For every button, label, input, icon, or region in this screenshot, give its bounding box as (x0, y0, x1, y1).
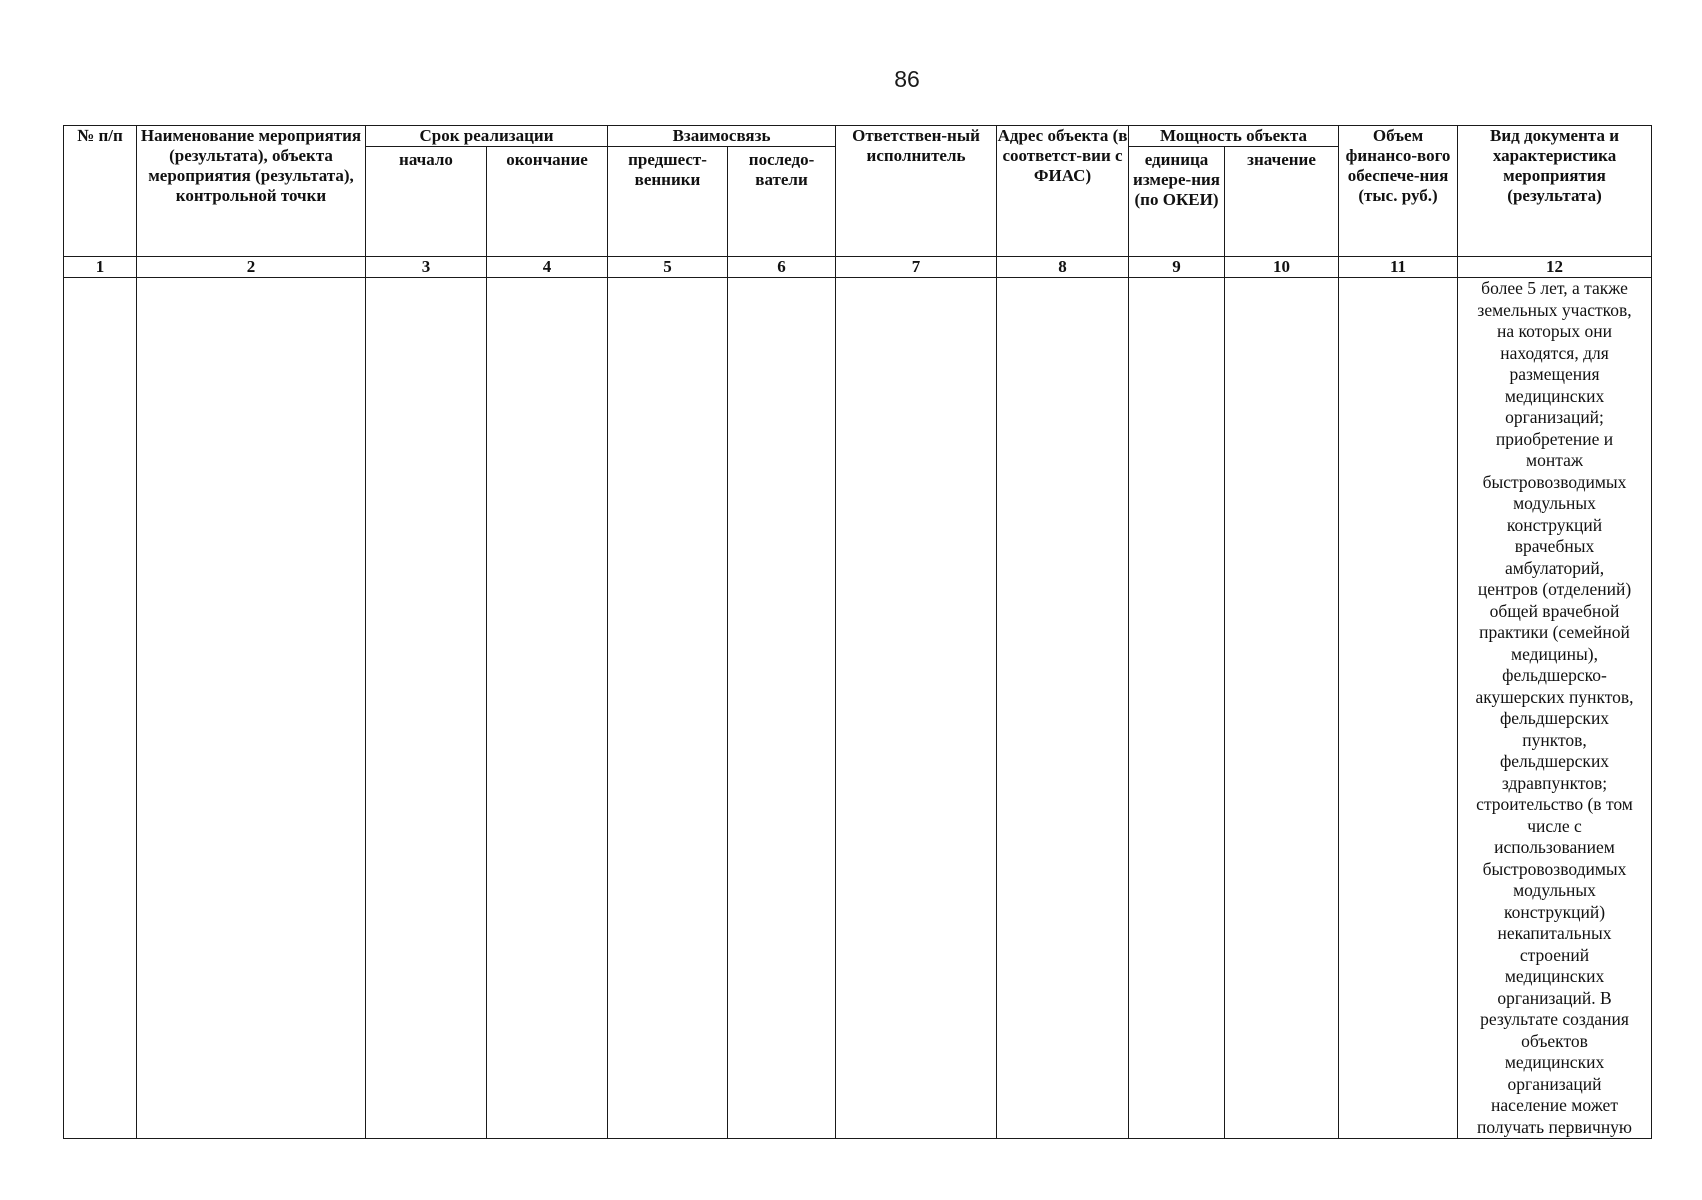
cell-finance (1339, 278, 1458, 1139)
doc-description-line: находятся, для (1500, 342, 1609, 363)
doc-description-line: более 5 лет, а также (1481, 278, 1628, 298)
doc-description-line: пунктов, (1522, 729, 1587, 750)
page-number: 86 (894, 66, 920, 92)
column-number: 3 (366, 257, 487, 278)
cell-responsible (836, 278, 997, 1139)
doc-description-line: организаций (1507, 1073, 1602, 1094)
doc-description-line: результате создания (1480, 1009, 1629, 1029)
doc-description-line: конструкций) (1503, 901, 1606, 922)
doc-description-line: фельдшерско- (1502, 665, 1607, 685)
header-successors: последо-ватели (728, 147, 836, 257)
doc-description-line: медицинских (1504, 1052, 1605, 1072)
doc-description-line: практики (семейной (1479, 622, 1630, 642)
header-finance: Объем финансо-вого обеспече-ния (тыс. руб.) (1339, 126, 1458, 257)
header-capacity-value: значение (1225, 147, 1339, 257)
doc-description-line: фельдшерских (1499, 751, 1610, 771)
doc-description-line: использованием (1494, 837, 1615, 857)
doc-description-line: модульных (1513, 880, 1596, 900)
column-number: 10 (1225, 257, 1339, 278)
doc-description-line: строений (1519, 944, 1590, 965)
header-address: Адрес объекта (в соответст-вии с ФИАС) (997, 126, 1129, 257)
cell-number (64, 278, 137, 1139)
cell-start (366, 278, 487, 1139)
table-row (64, 278, 1652, 1139)
doc-description-line: акушерских пунктов, (1475, 686, 1634, 707)
column-number: 8 (997, 257, 1129, 278)
column-number: 11 (1339, 257, 1458, 278)
header-term-end: окончание (487, 147, 608, 257)
doc-description-line: медицинских (1504, 966, 1605, 986)
doc-description-line: фельдшерских (1499, 708, 1610, 728)
doc-description-text (1458, 278, 1651, 1138)
doc-description-line: получать первичную (1477, 1116, 1633, 1137)
cell-doc-description (1458, 278, 1652, 1139)
doc-description-line: модульных (1513, 493, 1596, 513)
doc-description-line: организаций; (1505, 407, 1604, 427)
doc-description-line: числе с (1527, 815, 1582, 836)
doc-description-line: строительство (в том (1476, 794, 1633, 814)
doc-description-line: некапитальных (1497, 923, 1612, 943)
column-number: 2 (137, 257, 366, 278)
column-number: 5 (608, 257, 728, 278)
doc-description-line: организаций. В (1497, 987, 1612, 1008)
doc-description-line: население может (1491, 1095, 1618, 1115)
doc-description-line: монтаж (1526, 450, 1583, 470)
doc-description-line: быстровозводимых (1482, 471, 1627, 492)
doc-description-line: приобретение и (1495, 428, 1614, 449)
doc-description-line: медицинских (1504, 385, 1605, 406)
header-capacity-unit: единица измере-ния (по ОКЕИ) (1129, 147, 1225, 257)
doc-description-line: быстровозводимых (1482, 858, 1627, 879)
doc-description-line: земельных участков, (1477, 299, 1632, 320)
doc-description-line: центров (отделений) (1477, 579, 1632, 599)
column-number: 9 (1129, 257, 1225, 278)
doc-description-line: врачебных (1514, 536, 1595, 556)
doc-description-line: медицины), (1511, 643, 1598, 664)
column-number: 4 (487, 257, 608, 278)
column-number: 7 (836, 257, 997, 278)
cell-successors (728, 278, 836, 1139)
header-capacity: Мощность объекта (1129, 126, 1339, 147)
doc-description-line: размещения (1509, 364, 1600, 384)
doc-description-line: на которых они (1497, 321, 1612, 341)
cell-address (997, 278, 1129, 1139)
column-number: 1 (64, 257, 137, 278)
cell-capacity-value (1225, 278, 1339, 1139)
header-term-start: начало (366, 147, 487, 257)
header-doc-type: Вид документа и характеристика мероприятия (результата) (1458, 126, 1652, 257)
column-number: 6 (728, 257, 836, 278)
cell-capacity-unit (1129, 278, 1225, 1139)
header-term: Срок реализации (366, 126, 608, 147)
header-activity-name: Наименование мероприятия (результата), объекта мероприятия (результата), контрольной точки (137, 126, 366, 257)
doc-description-line: конструкций (1506, 514, 1603, 535)
column-number: 12 (1458, 257, 1652, 278)
doc-description-line: здравпунктов; (1501, 772, 1608, 793)
cell-end (487, 278, 608, 1139)
header-predecessors: предшест-венники (608, 147, 728, 257)
header-responsible: Ответствен-ный исполнитель (836, 126, 997, 257)
cell-predecessors (608, 278, 728, 1139)
doc-description-line: общей врачебной (1489, 600, 1620, 621)
doc-description-line: амбулаторий, (1504, 557, 1605, 578)
doc-description-line: объектов (1521, 1030, 1588, 1051)
cell-activity-name (137, 278, 366, 1139)
header-relation: Взаимосвязь (608, 126, 836, 147)
header-number: № п/п (64, 126, 137, 257)
activities-table (63, 125, 1652, 1139)
